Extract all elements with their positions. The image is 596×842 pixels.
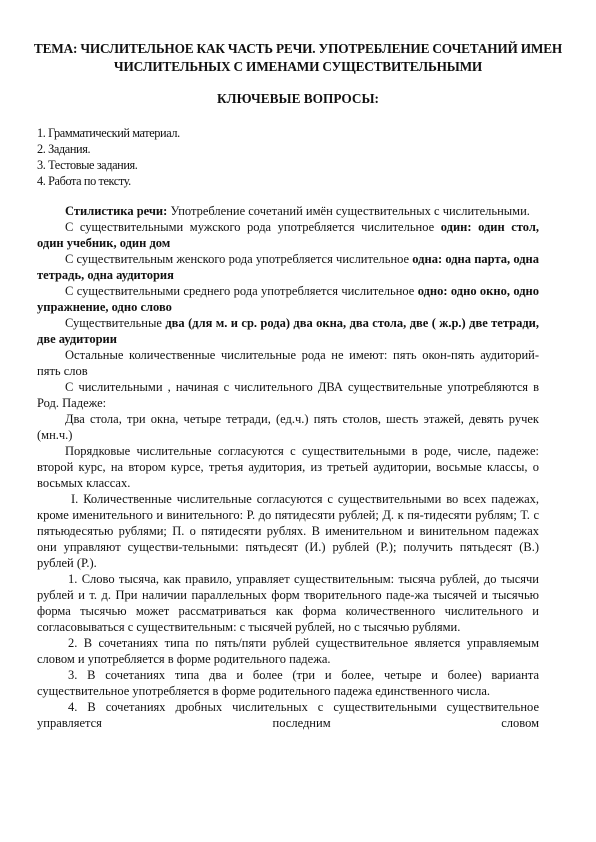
paragraph-neuter: [37, 283, 539, 315]
list-item: 1. Грамматический материал.: [37, 126, 180, 140]
paragraph-text: С существительным женского рода употребляется числительное: [65, 252, 413, 266]
list-item: 3. Тестовые задания.: [37, 158, 138, 172]
paragraph-examples: Два стола, три окна, четыре тетради, (ед.ч.) пять столов, шесть этажей, девять ручек (мн.ч.): [37, 412, 539, 442]
paragraph-genitive: С числительными , начиная с числительного ДВА существительные употребляются в Род. Падеже:: [37, 380, 539, 410]
paragraph-distributive: 2. В сочетаниях типа по пять/пяти рублей существительное является управляемым словом и употребляется в форме родительного падежа.: [37, 636, 539, 666]
key-questions-heading: КЛЮЧЕВЫЕ ВОПРОСЫ:: [217, 91, 379, 106]
paragraph-feminine: [37, 251, 539, 283]
paragraph-gender: Остальные количественные числительные рода не имеют: пять окон-пять аудиторий-пять слов: [37, 348, 539, 378]
paragraph-text: Существительные: [65, 316, 166, 330]
list-item: 2. Задания.: [37, 142, 91, 156]
paragraph-masculine: [37, 219, 539, 251]
paragraph-two-and-more: 3. В сочетаниях типа два и более (три и более, четыре и более) варианта существительное употребляется в форме родительного падежа единственного числа.: [37, 668, 539, 698]
paragraph-stylistics: [37, 203, 539, 219]
bold-example: одно: одно окно, одно упражнение, одно слово: [37, 284, 539, 314]
paragraph-text: С существительными мужского рода употребляется числительное: [65, 220, 441, 234]
document-title: ТЕМА: ЧИСЛИТЕЛЬНОЕ КАК ЧАСТЬ РЕЧИ. УПОТРЕБЛЕНИЕ СОЧЕТАНИЙ ИМЕН ЧИСЛИТЕЛЬНЫХ С ИМЕНАМИ СУЩЕСТВИТЕЛЬНЫМИ: [33, 41, 563, 74]
list-item: 4. Работа по тексту.: [37, 174, 131, 188]
paragraph-ordinal: Порядковые числительные согласуются с существительными в роде, числе, падеже: второй курс, на втором курсе, третья аудитория, из третьей аудитории, восьмые классы, о восьмых классах.: [37, 444, 539, 490]
paragraph-text: С существительными среднего рода употребляется числительное: [65, 284, 418, 298]
paragraph-text: Употребление сочетаний имён существительных с числительными.: [167, 204, 530, 218]
questions-list: [37, 125, 337, 189]
bold-term: Стилистика речи:: [65, 204, 168, 218]
document-body: [37, 203, 539, 731]
paragraph-fractions: 4. В сочетаниях дробных числительных с существительными существительное управляется последним словом: [37, 700, 539, 730]
bold-example: одна: одна парта, одна тетрадь, одна аудитория: [37, 252, 539, 282]
paragraph-two: [37, 315, 539, 347]
bold-example: один: один стол, один учебник, один дом: [37, 220, 539, 250]
paragraph-thousand: 1. Слово тысяча, как правило, управляет существительным: тысяча рублей, до тысячи рублей и т. д. При наличии параллельных форм творительного паде-жа тысячей и тысячью форма тысячью может рассматриваться как форма количественного числительного и согласовываться с существительным: с тысячей рублей, но с тысячью рублями.: [37, 572, 539, 634]
bold-example: два (для м. и ср. рода) два окна, два стола, две ( ж.р.) две тетради, две аудитории: [37, 316, 539, 346]
paragraph-rule-1: I. Количественные числительные согласуются с существительными во всех падежах, кроме именительного и винительного: Р. до пятидесяти рублей; Д. к пя-тидесяти рублям; Т. с пятьюдесятью рублями; П. о пятидесяти рублях. В именительном и винительном падежах они управляют существи-тельными: пятьдесят (И.) рублей (Р.); получить пятьдесят (В.) рублей (Р.).: [37, 492, 539, 570]
